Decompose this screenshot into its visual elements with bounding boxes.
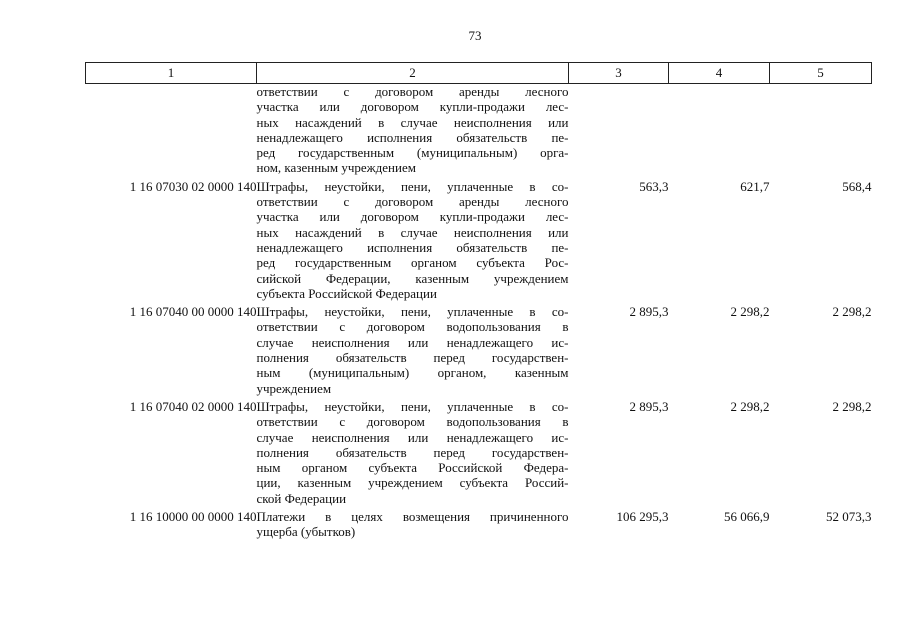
header-row [86,63,872,84]
page-number: 73 [468,28,482,43]
amount-column-3: 2 895,3 [629,398,669,414]
description-line: ным органом субъекта Российской Федера- [256,460,569,476]
description-line: ном, казенным учреждением [256,160,416,176]
budget-code: 1 16 07030 02 0000 140 [129,178,257,194]
table-row [86,301,872,396]
budget-code: 1 16 07040 02 0000 140 [129,398,257,414]
description-line: случае неисполнения или ненадлежащего ис- [256,334,569,350]
column-header-3: 3 [569,63,669,84]
amount-column-5 [770,84,872,176]
budget-table [85,62,872,540]
amount-column-5: 2 298,2 [832,398,872,414]
description-line: ответствии с договором аренды лесного [256,84,569,99]
description-line: Штрафы, неустойки, пени, уплаченные в со- [256,304,569,320]
revenue-description [257,301,569,396]
description-line: ответствии с договором аренды лесного [256,194,569,210]
amount-column-5: 568,4 [842,178,872,194]
column-header-1: 1 [86,63,257,84]
column-header-5: 5 [770,63,872,84]
description-line: ущерба (убытков) [256,524,356,540]
table-body [86,84,872,540]
description-line: ненадлежащего исполнения обязательств пе- [256,129,569,145]
amount-column-4 [669,84,770,176]
description-line: сийской Федерации, казенным учреждением [256,270,569,286]
revenue-description [257,396,569,506]
table-row [86,396,872,506]
amount-column-4: 2 298,2 [730,304,770,320]
description-line: ответствии с договором водопользования в [256,414,569,430]
description-line: случае неисполнения или ненадлежащего ис- [256,429,569,445]
description-line: ред государственным органом субъекта Рос- [256,255,569,271]
revenue-description [257,84,569,176]
amount-column-4: 56 066,9 [724,509,770,525]
revenue-description [257,176,569,301]
description-line: ответствии с договором водопользования в [256,319,569,335]
description-line: ции, казенным учреждением субъекта Россий- [256,475,569,491]
description-line: ред государственным (муниципальным) орга- [256,145,569,161]
description-line: субъекта Российской Федерации [256,285,437,301]
budget-code: 1 16 10000 00 0000 140 [129,509,257,525]
description-line: Штрафы, неустойки, пени, уплаченные в со- [256,398,569,414]
budget-code: 1 16 07040 00 0000 140 [129,304,257,320]
description-line: участка или договором купли-продажи лес- [256,209,569,225]
amount-column-3: 563,3 [639,178,669,194]
description-line: ным (муниципальным) органом, казенным [256,365,569,381]
description-line: ненадлежащего исполнения обязательств пе- [256,239,569,255]
amount-column-3: 2 895,3 [629,304,669,320]
amount-column-4: 2 298,2 [730,398,770,414]
description-line: ской Федерации [256,490,347,506]
column-header-4: 4 [669,63,770,84]
amount-column-4: 621,7 [740,178,770,194]
budget-code [86,84,257,176]
revenue-description [257,506,569,540]
description-line: участка или договором купли-продажи лес- [256,99,569,115]
description-line: учреждением [256,380,332,396]
description-line: полнения обязательств перед государствен- [256,444,569,460]
description-line: полнения обязательств перед государствен- [256,350,569,366]
description-line: ных насаждений в случае неисполнения или [256,114,569,130]
amount-column-5: 2 298,2 [832,304,872,320]
description-line: Платежи в целях возмещения причиненного [256,509,569,525]
table-header [86,63,872,84]
description-line: Штрафы, неустойки, пени, уплаченные в со- [256,178,569,194]
amount-column-5: 52 073,3 [826,509,872,525]
amount-column-3: 106 295,3 [616,509,669,525]
description-line: ных насаждений в случае неисполнения или [256,224,569,240]
column-header-2: 2 [257,63,569,84]
table-row [86,84,872,176]
amount-column-3 [569,84,669,176]
table-row [86,506,872,540]
table-row [86,176,872,301]
